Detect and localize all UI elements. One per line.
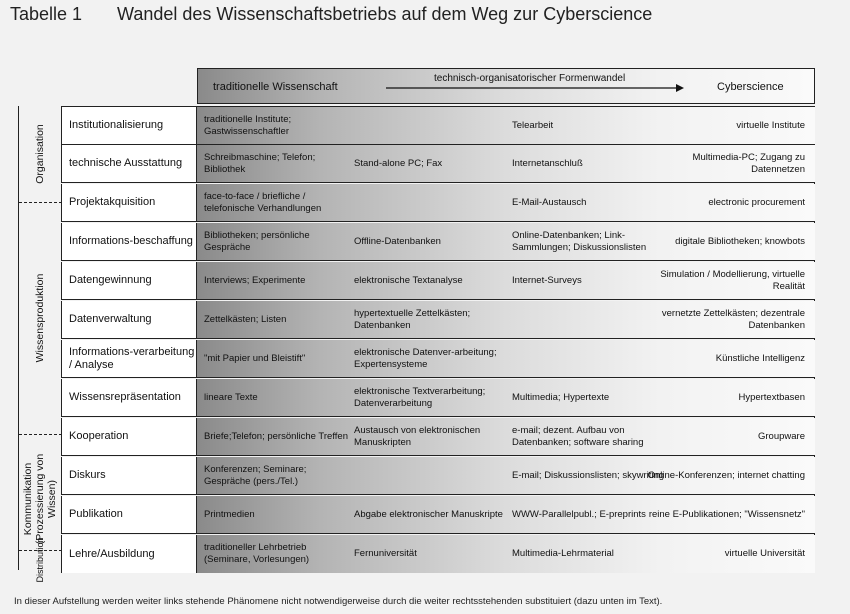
- row-label: Wissensrepräsentation: [61, 379, 197, 416]
- row-label: Datenverwaltung: [61, 301, 197, 338]
- cell-traditional: face-to-face / briefliche / telefonische Verhandlungen: [204, 190, 322, 214]
- cell-transition-2: E-mail; Diskussionslisten; skywriting: [512, 469, 665, 481]
- header-transition: technisch-organisatorischer Formenwandel: [434, 73, 626, 84]
- header-traditional: traditionelle Wissenschaft: [213, 81, 338, 93]
- cell-cyberscience: Künstliche Intelligenz: [715, 352, 805, 364]
- group-wissensproduktion: Wissensproduktion: [34, 273, 46, 363]
- row-values: [197, 379, 815, 416]
- cell-traditional: Zettelkästen; Listen: [204, 313, 287, 325]
- cell-transition-1: Stand-alone PC; Fax: [354, 157, 443, 169]
- row-label: Institutionalisierung: [61, 107, 197, 144]
- row-label: Projektakquisition: [61, 184, 197, 221]
- cell-cyberscience: Simulation / Modellierung, virtuelle Realität: [660, 268, 805, 292]
- arrow-right-icon: [386, 83, 684, 93]
- row-values: [197, 496, 815, 533]
- cell-cyberscience: Groupware: [758, 430, 805, 442]
- group-divider: [19, 202, 62, 203]
- cell-transition-2: E-Mail-Austausch: [512, 196, 587, 208]
- table-row: [61, 107, 815, 145]
- row-label: Kooperation: [61, 418, 197, 455]
- row-values: [197, 301, 815, 338]
- table-row: [61, 223, 815, 261]
- row-label: Datengewinnung: [61, 262, 197, 299]
- cell-cyberscience: reine E-Publikationen; "Wissensnetz": [648, 508, 805, 520]
- table-row: [61, 379, 815, 417]
- row-label: Diskurs: [61, 457, 197, 494]
- table-number: Tabelle 1: [10, 4, 83, 24]
- table-row: [61, 496, 815, 534]
- table-row: [61, 262, 815, 300]
- header-cyberscience: Cyberscience: [717, 81, 784, 93]
- group-distribution: Distribution: [35, 537, 45, 583]
- cell-transition-1: Abgabe elektronischer Manuskripte: [354, 508, 503, 520]
- row-label: Informations-verarbeitung / Analyse: [61, 340, 197, 377]
- table-row: [61, 301, 815, 339]
- group-kommunikation-line: Kommunikation: [22, 462, 34, 536]
- category-column: [18, 106, 61, 583]
- cell-traditional: "mit Papier und Bleistift": [204, 352, 306, 364]
- table-footnote: In dieser Aufstellung werden weiter links stehende Phänomene nicht notwendigerweise durch die weiter rechtsstehenden substituiert (dazu unten im Text).: [14, 596, 663, 607]
- cell-traditional: Printmedien: [204, 508, 255, 520]
- cell-transition-1: Austausch von elektronischen Manuskripten: [354, 424, 481, 448]
- cell-transition-1: hypertextuelle Zettelkästen; Datenbanken: [354, 307, 471, 331]
- cell-traditional: Konferenzen; Seminare; Gespräche (pers./Tel.): [204, 463, 307, 487]
- cell-cyberscience: Online-Konferenzen; internet chatting: [647, 469, 805, 481]
- comparison-table: [18, 68, 815, 583]
- row-values: [197, 340, 815, 377]
- cell-transition-1: elektronische Textanalyse: [354, 274, 463, 286]
- row-values: [197, 262, 815, 299]
- cell-transition-1: elektronische Datenver-arbeitung; Expertensysteme: [354, 346, 497, 370]
- row-values: [197, 457, 815, 494]
- cell-transition-2: Multimedia; Hypertexte: [512, 391, 610, 403]
- table-row: [61, 535, 815, 573]
- cell-traditional: Schreibmaschine; Telefon; Bibliothek: [204, 151, 316, 175]
- table-row: [61, 340, 815, 378]
- row-label: Informations-beschaffung: [61, 223, 197, 260]
- cell-transition-2: Internetanschluß: [512, 157, 583, 169]
- cell-transition-1: Fernuniversität: [354, 548, 417, 559]
- cell-cyberscience: virtuelle Institute: [736, 119, 805, 131]
- cell-transition-2: Internet-Surveys: [512, 274, 582, 286]
- cell-cyberscience: electronic procurement: [708, 196, 805, 208]
- group-organisation: Organisation: [34, 124, 46, 184]
- row-label: Publikation: [61, 496, 197, 533]
- table-header: [197, 68, 815, 104]
- table-row: [61, 418, 815, 456]
- cell-traditional: lineare Texte: [204, 391, 258, 403]
- row-label: technische Ausstattung: [61, 145, 197, 182]
- table-caption: [10, 4, 652, 25]
- cell-cyberscience: Hypertextbasen: [738, 391, 805, 403]
- group-kommunikation-line: (Prozessierung von: [34, 453, 46, 545]
- cell-transition-2: WWW-Parallelpubl.; E-preprints: [512, 508, 646, 520]
- group-kommunikation-line: Wissen): [46, 480, 58, 518]
- cell-cyberscience: virtuelle Universität: [724, 548, 805, 559]
- row-values: [197, 184, 815, 221]
- table-row: [61, 145, 815, 183]
- cell-cyberscience: vernetzte Zettelkästen; dezentrale Datenbanken: [661, 307, 805, 331]
- cell-traditional: Interviews; Experimente: [204, 274, 306, 286]
- row-values: [197, 145, 815, 182]
- row-values: [197, 223, 815, 260]
- table-row: [61, 184, 815, 222]
- cell-cyberscience: digitale Bibliotheken; knowbots: [675, 235, 805, 247]
- cell-transition-1: Offline-Datenbanken: [354, 235, 441, 247]
- row-label: Lehre/Ausbildung: [61, 535, 197, 573]
- table-title: Wandel des Wissenschaftsbetriebs auf dem Weg zur Cyberscience: [117, 4, 653, 24]
- row-values: [197, 535, 815, 573]
- cell-transition-2: e-mail; dezent. Aufbau von Datenbanken; software sharing: [512, 424, 644, 448]
- cell-transition-1: [354, 457, 509, 494]
- cell-traditional: Bibliotheken; persönliche Gespräche: [204, 229, 310, 253]
- group-kommunikation: [22, 454, 58, 544]
- cell-traditional: traditionelle Institute; Gastwissenschaftler: [204, 113, 292, 137]
- cell-traditional: Briefe;Telefon; persönliche Treffen: [204, 430, 348, 442]
- cell-transition-1: [354, 184, 509, 221]
- cell-traditional: traditioneller Lehrbetrieb (Seminare, Vorlesungen): [204, 542, 310, 565]
- cell-transition-1: elektronische Textverarbeitung; Datenverarbeitung: [354, 385, 486, 409]
- row-values: [197, 107, 815, 144]
- cell-transition-2: Telearbeit: [512, 119, 554, 131]
- cell-transition-1: [354, 107, 509, 144]
- cell-transition-2: Multimedia-Lehrmaterial: [512, 548, 614, 559]
- cell-transition-2: Online-Datenbanken; Link-Sammlungen; Diskussionslisten: [512, 229, 647, 253]
- group-divider: [19, 434, 62, 435]
- table-body: [61, 106, 815, 570]
- row-values: [197, 418, 815, 455]
- cell-cyberscience: Multimedia-PC; Zugang zu Datennetzen: [692, 151, 805, 175]
- table-row: [61, 457, 815, 495]
